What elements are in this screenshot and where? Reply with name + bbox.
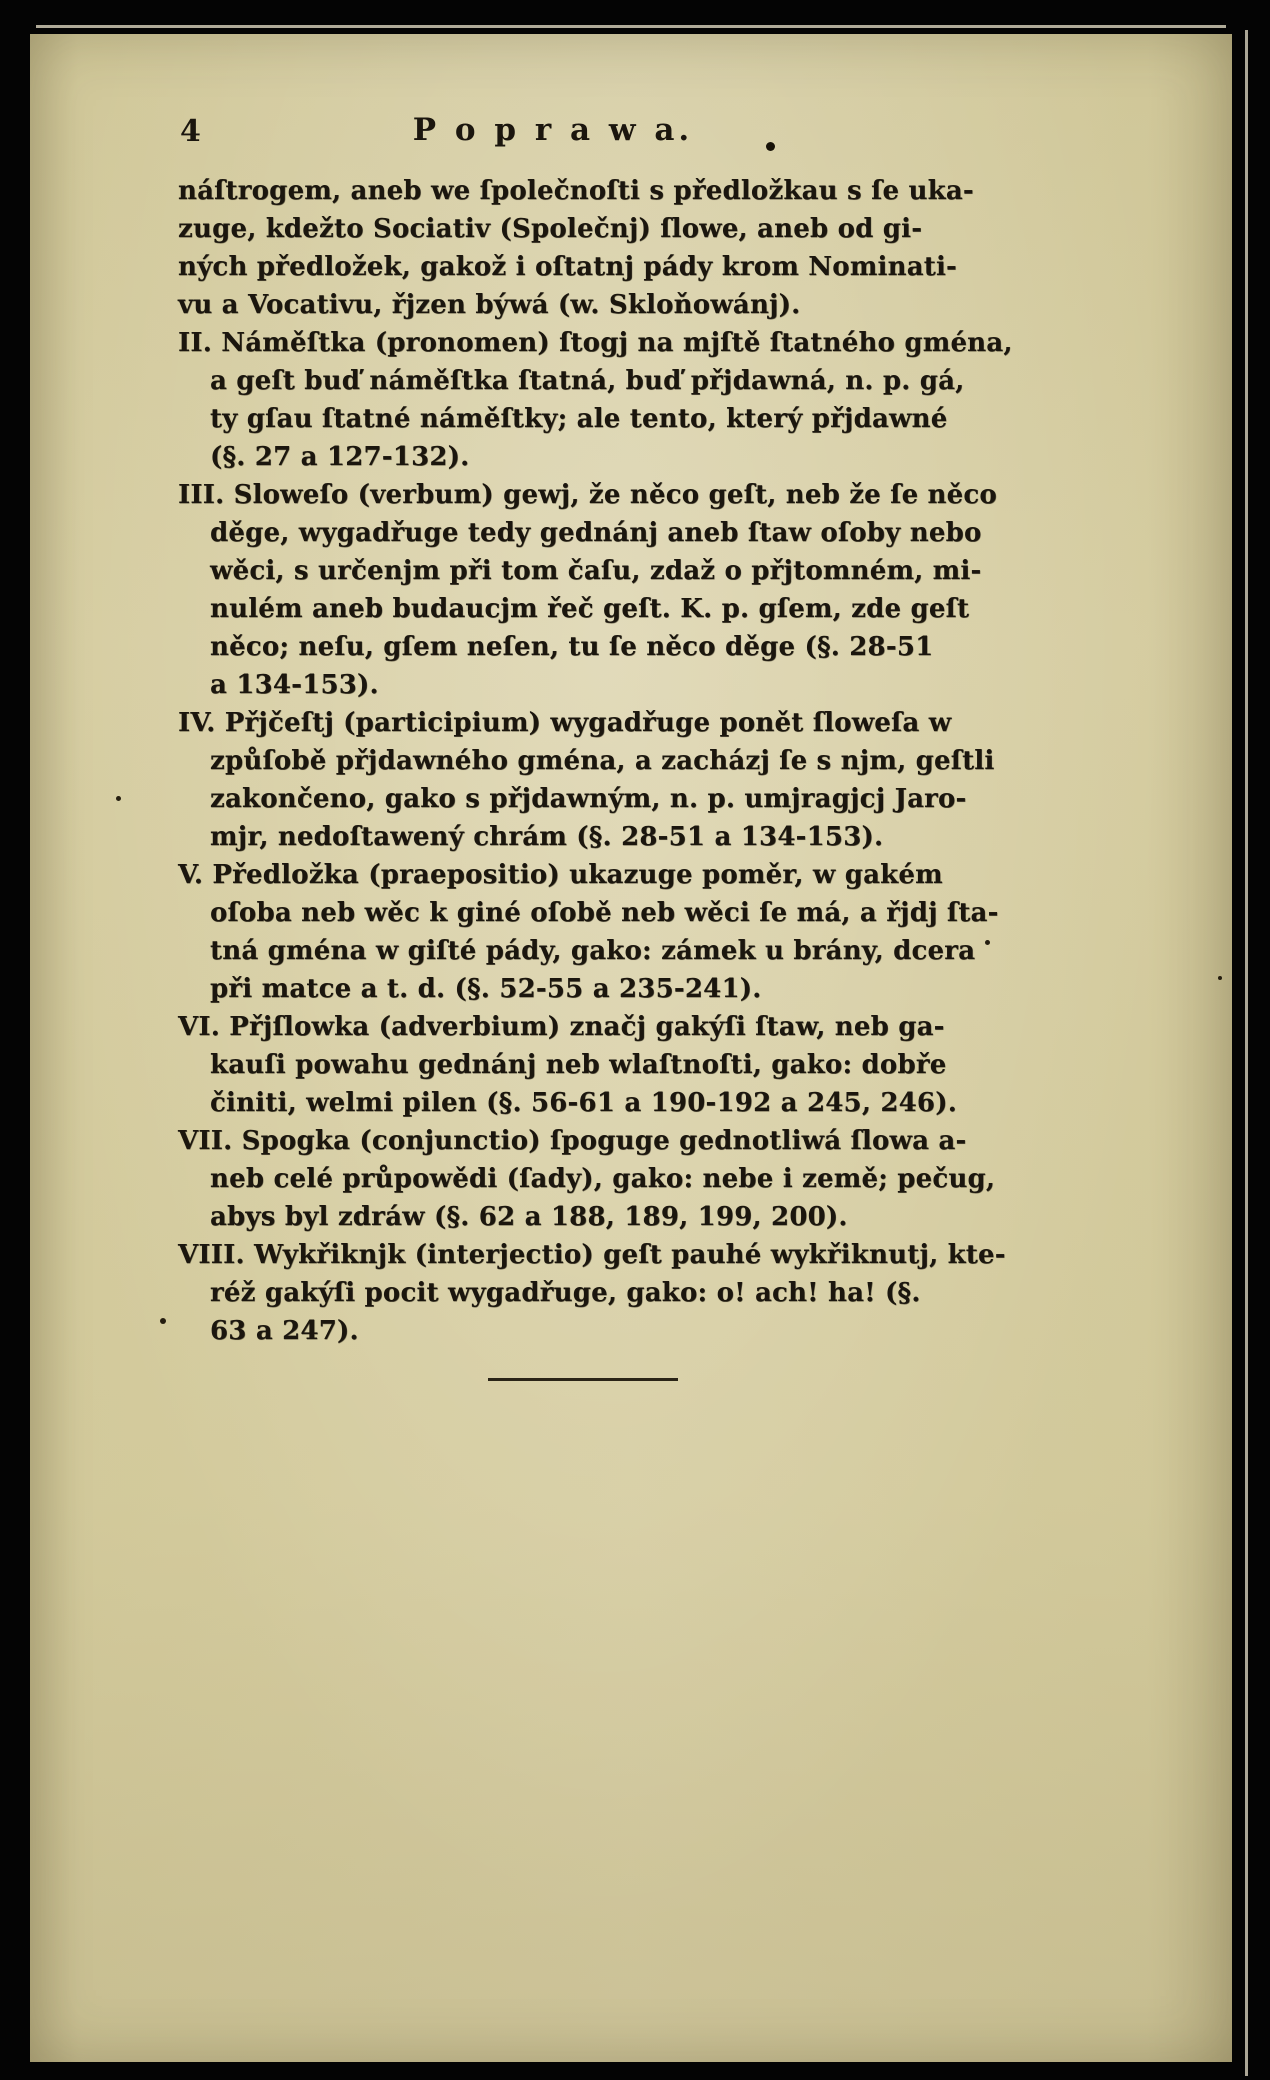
scan-artifact-top-line	[36, 25, 1226, 28]
text-line: IV. Přjčeſtj (participium) wygadřuge ponět ſloweſa w	[178, 708, 952, 738]
paragraph	[178, 476, 997, 704]
text-line: mjr, nedoſtawený chrám (§. 28-51 a 134-153).	[210, 822, 884, 852]
page-number: 4	[180, 114, 201, 149]
ink-speck	[160, 1318, 166, 1324]
text-line: neb celé průpowědi (ſady), gako: nebe i země; pečug,	[210, 1164, 996, 1194]
text-line: VII. Spogka (conjunctio) ſpoguge gednotliwá ſlowa a-	[178, 1126, 967, 1156]
paragraph	[178, 172, 988, 324]
paragraph	[178, 1236, 1006, 1350]
text-line: vu a Vocativu, řjzen býwá (w. Skloňowánj).	[178, 290, 801, 320]
text-line: činiti, welmi pilen (§. 56-61 a 190-192 a 245, 246).	[210, 1088, 957, 1118]
page-header	[178, 106, 988, 158]
text-line: nulém aneb budaucjm řeč geſt. K. p. gſem, zde geſt	[210, 594, 970, 624]
scan-artifact-right-line	[1245, 30, 1248, 2076]
ink-dot	[766, 142, 775, 151]
text-line: VIII. Wykřiknjk (interjectio) geſt pauhé wykřiknutj, kte-	[178, 1240, 1006, 1270]
text-line: děge, wygadřuge tedy gednánj aneb ſtaw oſoby nebo	[210, 518, 982, 548]
text-line: ty gſau ſtatné náměſtky; ale tento, který přjdawné	[210, 404, 948, 434]
text-line: při matce a t. d. (§. 52-55 a 235-241).	[210, 974, 762, 1004]
book-page	[30, 34, 1232, 2062]
paragraphs	[178, 172, 1013, 1350]
text-line: kauſi powahu gednánj neb wlaſtnoſti, gako: dobře	[210, 1050, 947, 1080]
text-line: a 134-153).	[210, 670, 379, 700]
text-line: III. Sloweſo (verbum) gewj, že něco geſt, neb že ſe něco	[178, 480, 997, 510]
text-line: náſtrogem, aneb we ſpolečnoſti s předložkau s ſe uka-	[178, 176, 974, 206]
paragraph	[178, 1122, 996, 1236]
ink-speck	[116, 796, 121, 801]
text-line: tná gména w giſté pády, gako: zámek u brány, dcera	[210, 936, 976, 966]
text-line: ných předložek, gakož i oſtatnj pády krom Nominati-	[178, 252, 958, 282]
text-line: wěci, s určenjm při tom čaſu, zdaž o přjtomném, mi-	[210, 556, 982, 586]
text-line: zuge, kdežto Sociativ (Společnj) ſlowe, aneb od gi-	[178, 214, 923, 244]
text-line: oſoba neb wěc k giné oſobě neb wěci ſe má, a řjdj ſta-	[210, 898, 999, 928]
text-line: (§. 27 a 127-132).	[210, 442, 470, 472]
text-line: abys byl zdráw (§. 62 a 188, 189, 199, 200).	[210, 1202, 848, 1232]
text-line: něco; neſu, gſem neſen, tu ſe něco děge (§. 28-51	[210, 632, 934, 662]
paragraph	[178, 324, 1013, 476]
text-line: V. Předložka (praepositio) ukazuge poměr, w gakém	[178, 860, 943, 890]
text-line: II. Náměſtka (pronomen) ſtogj na mjſtě ſtatného gména,	[178, 328, 1013, 358]
page-title: P o p r a w a.	[412, 112, 694, 148]
paragraph	[178, 856, 999, 1008]
text-line: způſobě přjdawného gména, a zacházj ſe s njm, geſtli	[210, 746, 995, 776]
text-line: zakončeno, gako s přjdawným, n. p. umjragjcj Jaro-	[210, 784, 967, 814]
paragraph	[178, 704, 995, 856]
paragraph	[178, 1008, 988, 1122]
text-line: a geſt buď náměſtka ſtatná, buď přjdawná, n. p. gá,	[210, 366, 965, 396]
text-line: VI. Přjſlowka (adverbium) značj gakýſi ſtaw, neb ga-	[178, 1012, 945, 1042]
text-line: 63 a 247).	[210, 1316, 359, 1346]
section-divider-rule	[488, 1378, 678, 1381]
text-block	[178, 106, 1013, 1381]
ink-speck	[1218, 976, 1222, 980]
text-line: réž gakýſi pocit wygadřuge, gako: o! ach! ha! (§.	[210, 1278, 921, 1308]
